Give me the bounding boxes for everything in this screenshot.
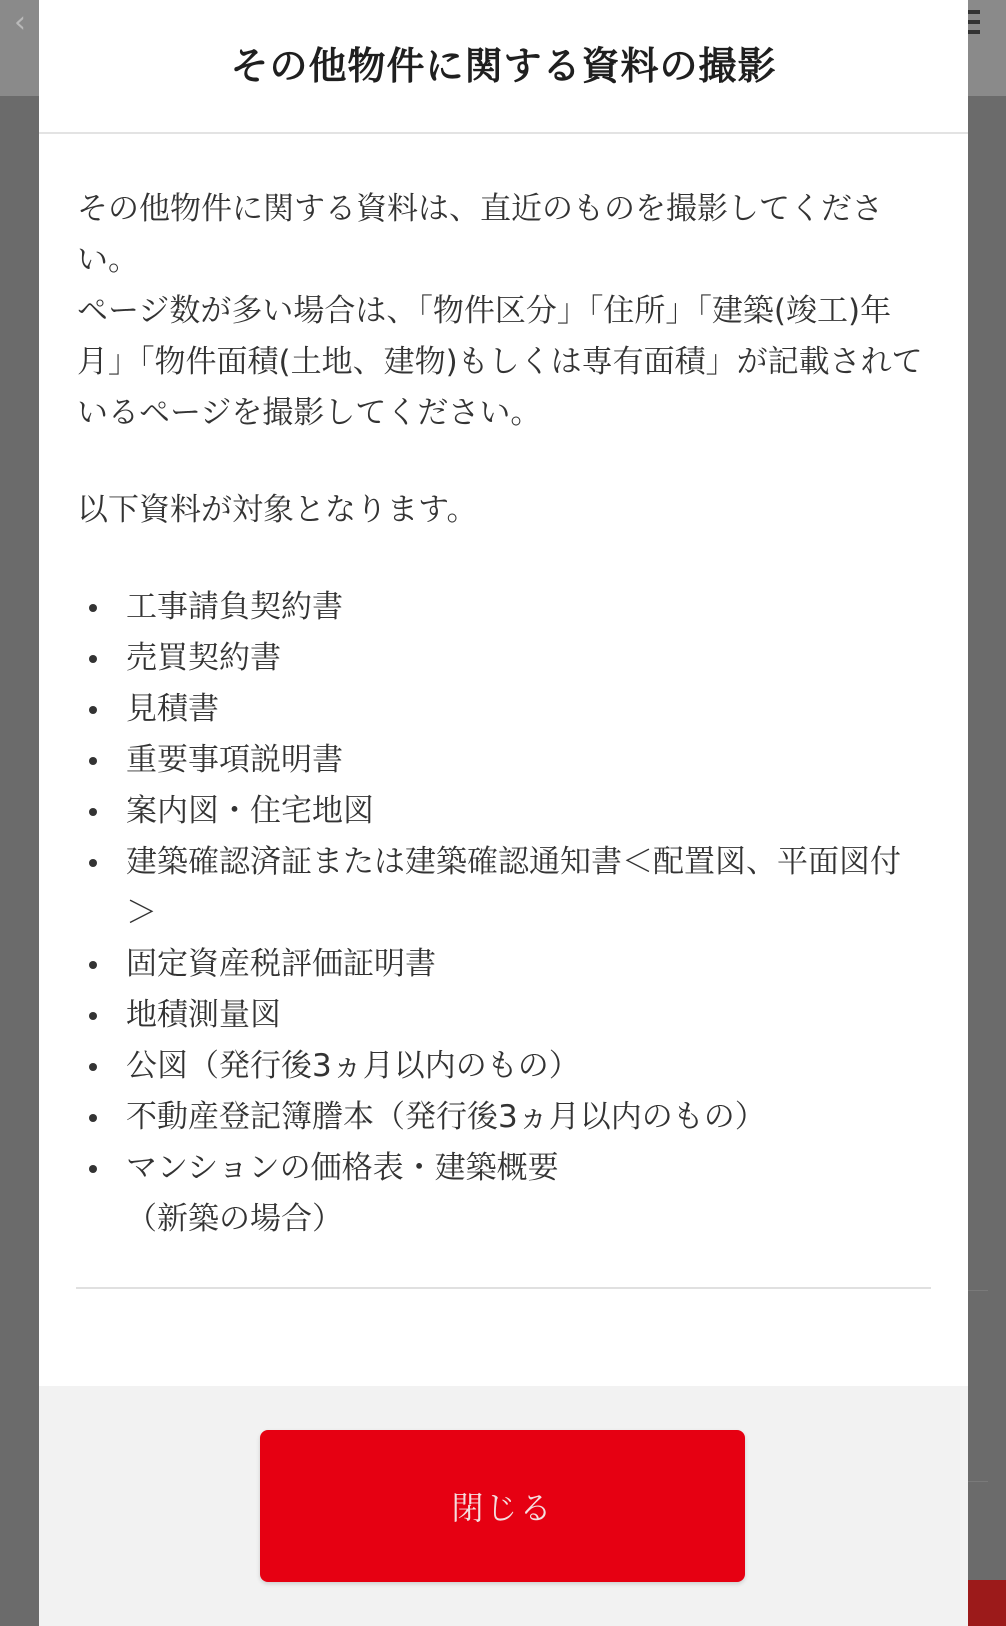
- divider: [76, 1287, 931, 1289]
- list-heading: 以下資料が対象となります。: [77, 492, 478, 528]
- list-item: 地積測量図: [77, 990, 930, 1041]
- back-chevron-icon[interactable]: ‹: [14, 5, 26, 40]
- modal-header: [39, 0, 968, 134]
- list-item: 案内図・住宅地図: [77, 786, 930, 837]
- close-button[interactable]: 閉じる: [260, 1430, 745, 1582]
- modal-body: [39, 134, 968, 1245]
- list-item: 重要事項説明書: [77, 735, 930, 786]
- list-item: マンションの価格表・建築概要 （新築の場合）: [77, 1143, 930, 1245]
- list-item: 工事請負契約書: [77, 582, 930, 633]
- list-item: 建築確認済証または建築確認通知書＜配置図、平面図付＞: [77, 837, 930, 939]
- list-item: 固定資産税評価証明書: [77, 939, 930, 990]
- background-red-button-edge: [966, 1580, 1006, 1626]
- list-item: 公図（発行後3ヵ月以内のもの）: [77, 1041, 930, 1092]
- intro-text: [77, 184, 930, 439]
- document-list: [77, 582, 930, 1245]
- document-modal: [39, 0, 968, 1626]
- modal-footer: [39, 1386, 968, 1626]
- list-item: 見積書: [77, 684, 930, 735]
- list-item: 不動産登記簿謄本（発行後3ヵ月以内のもの）: [77, 1092, 930, 1143]
- modal-title: その他物件に関する資料の撮影: [230, 43, 777, 88]
- list-item: 売買契約書: [77, 633, 930, 684]
- intro-paragraph: ページ数が多い場合は、「物件区分」「住所」「建築(竣工)年月」「物件面積(土地、建物)もしくは専有面積」が記載されているページを撮影してください。: [77, 293, 923, 431]
- intro-paragraph: その他物件に関する資料は、直近のものを撮影してください。: [77, 191, 883, 278]
